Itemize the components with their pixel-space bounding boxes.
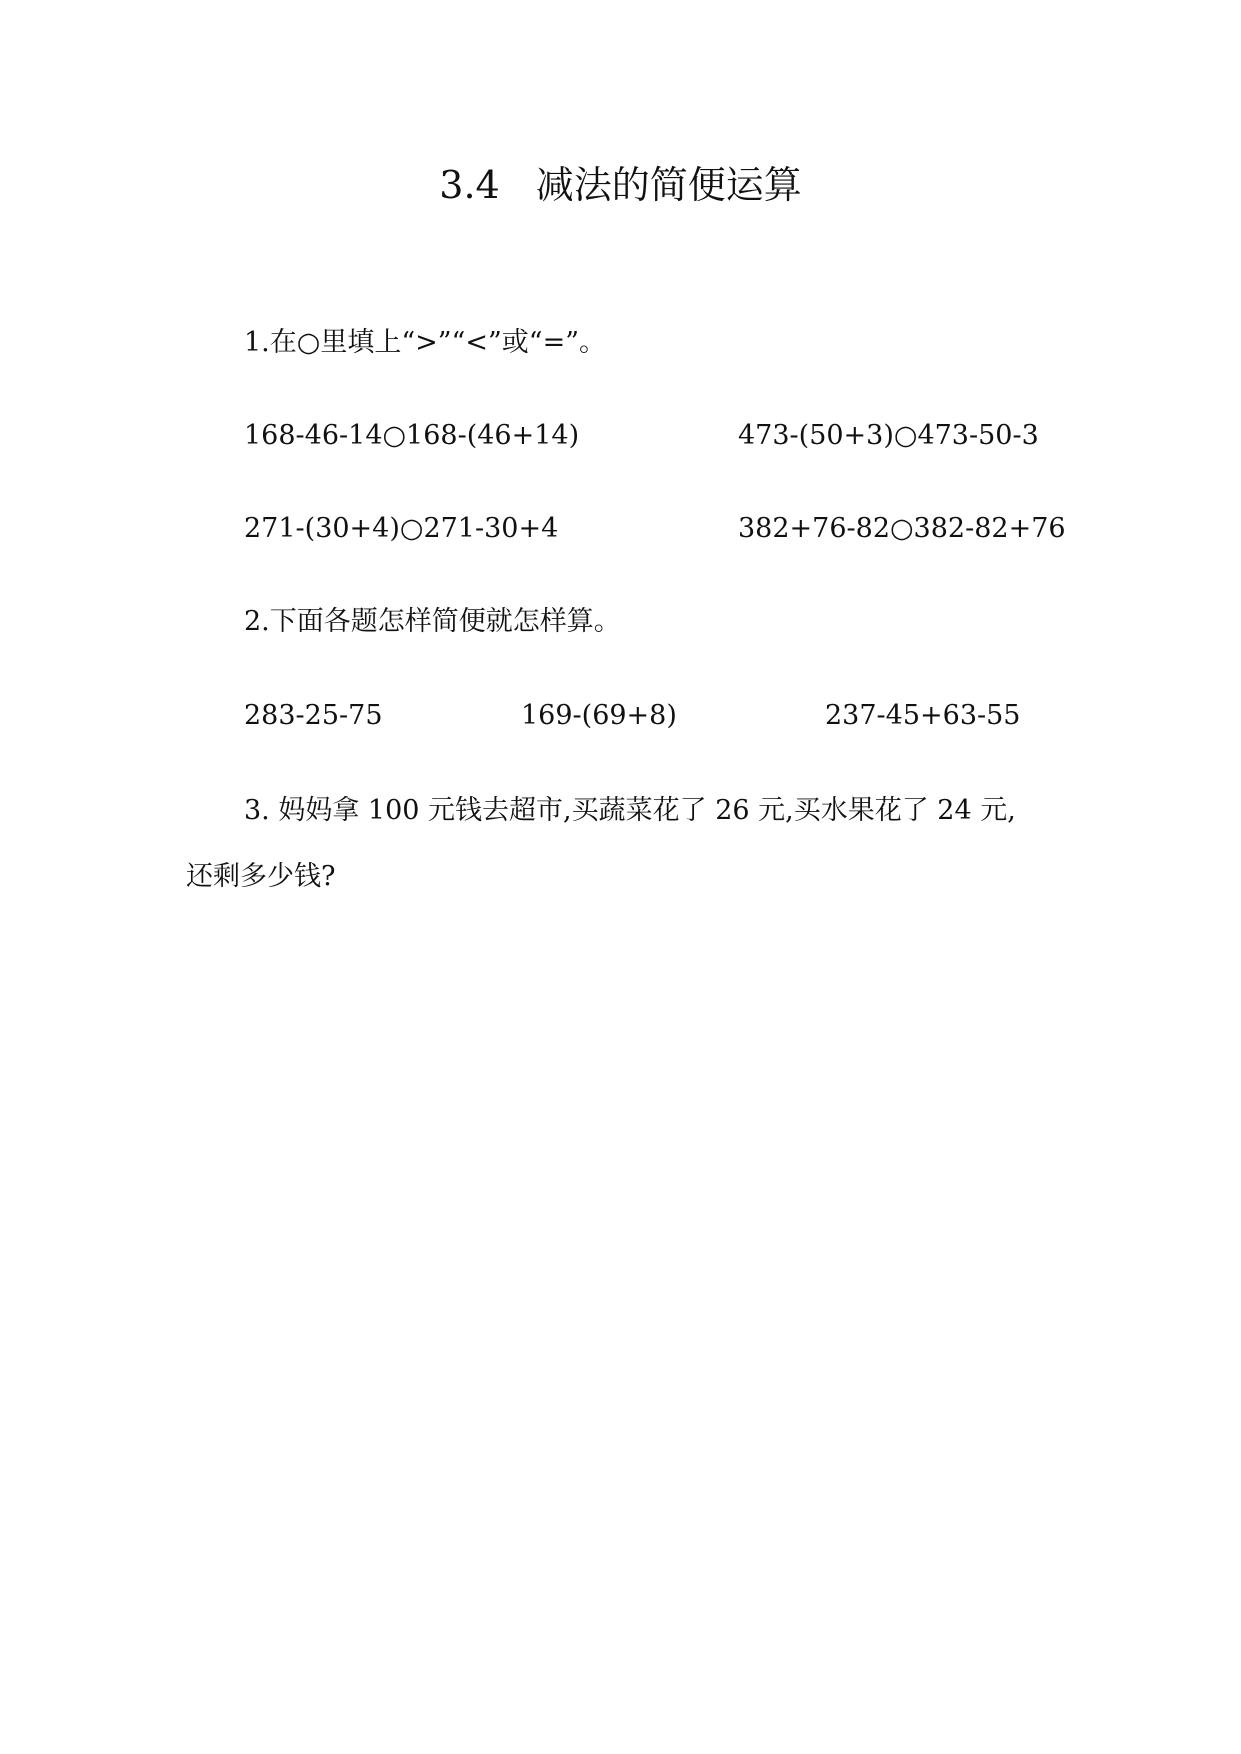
question-2-heading: 2.下面各题怎样简便就怎样算。 [244,606,621,637]
comparison-1a: 168-46-14○168-(46+14) [244,420,580,451]
lesson-title: 减法的简便运算 [535,163,802,207]
lesson-number: 3.4 [439,163,500,207]
page-title [0,160,1241,210]
question-1-heading: 1.在○里填上“>”“<”或“=”。 [244,327,607,358]
comparison-2a: 271-(30+4)○271-30+4 [244,513,559,544]
question-3-line-1: 3. 妈妈拿 100 元钱去超市,买蔬菜花了 26 元,买水果花了 24 元, [244,795,1016,826]
comparison-1b: 473-(50+3)○473-50-3 [738,420,1039,451]
question-3-line-2: 还剩多少钱? [186,861,336,892]
comparison-2b: 382+76-82○382-82+76 [738,513,1066,544]
calculation-item-3: 237-45+63-55 [825,700,1021,731]
calculation-item-2: 169-(69+8) [521,700,677,731]
calculation-item-1: 283-25-75 [244,700,383,731]
